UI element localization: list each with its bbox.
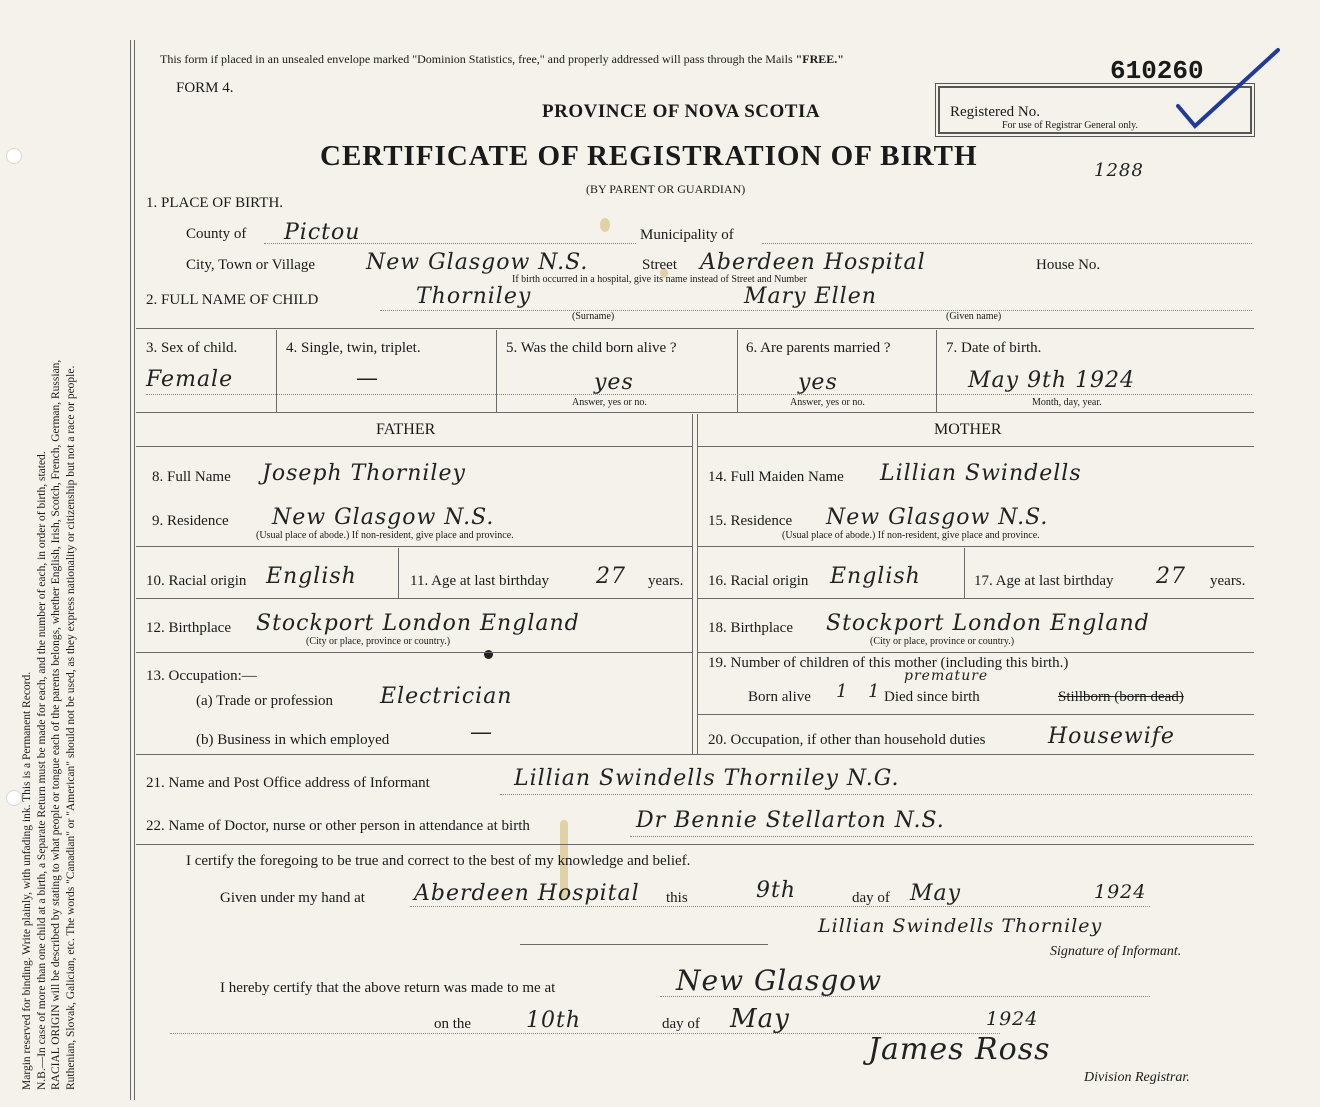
mother-residence-value: New Glasgow N.S.	[826, 505, 1049, 530]
mother-birthplace-value: Stockport London England	[826, 611, 1150, 636]
mother-name-value: Lillian Swindells	[880, 461, 1082, 486]
corner-mark: 1288	[1094, 160, 1144, 181]
father-birthplace-label: 12. Birthplace	[146, 620, 231, 636]
informant-value: Lillian Swindells Thorniley N.G.	[514, 766, 900, 791]
mother-residence-note: (Usual place of abode.) If non-resident, give place and province.	[782, 530, 1040, 541]
alive-answer-note: Answer, yes or no.	[572, 397, 647, 408]
rule	[136, 652, 692, 653]
died-label: Died since birth	[884, 689, 980, 705]
registrar-signature: James Ross	[868, 1032, 1051, 1067]
informant-underline	[500, 794, 1252, 795]
stain	[600, 218, 610, 232]
day-of-label: day of	[852, 890, 890, 906]
died-value: 1	[868, 681, 881, 702]
father-age-value: 27	[596, 564, 626, 589]
rule	[964, 548, 965, 598]
rule	[136, 844, 1254, 845]
certificate-number: 610260	[1110, 56, 1204, 86]
father-business-label: (b) Business in which employed	[196, 732, 390, 748]
father-trade-value: Electrician	[380, 684, 513, 709]
center-divider-2	[697, 414, 698, 754]
stillborn-label: Stillborn (born dead)	[1058, 689, 1184, 705]
mother-birthplace-note: (City or place, province or country.)	[870, 636, 1015, 647]
mother-children-label: 19. Number of children of this mother (including this birth.)	[708, 655, 1069, 671]
municipality-label: Municipality of	[640, 227, 734, 243]
rule	[136, 754, 1254, 755]
dob-value: May 9th 1924	[968, 368, 1136, 393]
informant-signature: Lillian Swindells Thorniley	[818, 915, 1103, 937]
county-label: County of	[186, 226, 247, 242]
street-value: Aberdeen Hospital	[700, 250, 926, 275]
rule	[398, 548, 399, 598]
registrar-statement: I hereby certify that the above return was made to me at	[220, 980, 556, 996]
child-name-label: 2. FULL NAME OF CHILD	[146, 292, 319, 308]
municipality-underline	[762, 243, 1252, 244]
mother-residence-label: 15. Residence	[708, 513, 793, 529]
row-underline	[146, 394, 1252, 395]
place-heading: 1. PLACE OF BIRTH.	[146, 195, 284, 211]
mother-racial-label: 16. Racial origin	[708, 573, 809, 589]
center-divider	[692, 414, 693, 754]
father-heading: FATHER	[376, 421, 436, 438]
page-title: CERTIFICATE OF REGISTRATION OF BIRTH	[320, 140, 978, 172]
father-years-label: years.	[648, 573, 684, 589]
mother-years-label: years.	[1210, 573, 1246, 589]
registrar-day: 10th	[526, 1008, 582, 1033]
born-alive-value: 1	[836, 681, 849, 702]
given-underline	[410, 906, 1150, 907]
registrar-day-of-label: day of	[662, 1016, 700, 1032]
child-name-underline	[380, 310, 1252, 311]
father-racial-value: English	[266, 564, 357, 589]
child-surname: Thorniley	[416, 284, 532, 309]
father-birthplace-value: Stockport London England	[256, 611, 580, 636]
street-label: Street	[642, 257, 677, 273]
multiple-value: —	[356, 366, 379, 391]
margin-rule-2	[134, 40, 135, 1100]
registrar-label: Division Registrar.	[1084, 1070, 1190, 1085]
married-label: 6. Are parents married ?	[746, 340, 891, 356]
rule	[936, 330, 937, 412]
margin-line-1: Margin reserved for binding. Write plainly, with unfading ink. This is a Permanent Record.	[21, 671, 33, 1090]
dob-label: 7. Date of birth.	[946, 340, 1042, 356]
this-label: this	[666, 890, 688, 906]
margin-rule	[130, 40, 131, 1100]
margin-line-4: Ruthenian, Slovak, Galician, etc. The words "Canadian" or "American" should not be used, as they express nationality or citizenship but not a race or people.	[64, 365, 77, 1090]
mother-name-label: 14. Full Maiden Name	[708, 469, 844, 485]
rule	[698, 652, 1254, 653]
alive-value: yes	[594, 370, 634, 395]
mother-heading: MOTHER	[934, 421, 1002, 438]
surname-note: (Surname)	[572, 311, 615, 322]
father-birthplace-note: (City or place, province or country.)	[306, 636, 451, 647]
father-residence-value: New Glasgow N.S.	[272, 505, 495, 530]
rule	[276, 330, 277, 412]
rule	[136, 328, 1254, 329]
mother-age-value: 27	[1156, 564, 1186, 589]
child-given-name: Mary Ellen	[744, 284, 877, 309]
form-number: FORM 4.	[176, 80, 234, 96]
county-value: Pictou	[284, 220, 361, 245]
father-name-value: Joseph Thorniley	[262, 461, 466, 486]
registrar-year: 1924	[986, 1008, 1039, 1030]
mother-occupation-value: Housewife	[1048, 724, 1175, 749]
registered-no-label: Registered No.	[950, 104, 1040, 120]
given-name-note: (Given name)	[946, 311, 1002, 322]
married-answer-note: Answer, yes or no.	[790, 397, 865, 408]
rule	[698, 546, 1254, 547]
father-trade-label: (a) Trade or profession	[196, 693, 334, 709]
alive-label: 5. Was the child born alive ?	[506, 340, 677, 356]
father-name-label: 8. Full Name	[152, 469, 231, 485]
registrar-month: May	[730, 1004, 790, 1034]
postal-notice-free: "FREE."	[795, 52, 844, 66]
city-value: New Glasgow N.S.	[366, 250, 589, 275]
multiple-label: 4. Single, twin, triplet.	[286, 340, 421, 356]
father-business-value: —	[470, 720, 493, 745]
sex-value: Female	[146, 367, 234, 392]
given-place-value: Aberdeen Hospital	[414, 881, 640, 906]
father-occupation-label: 13. Occupation:—	[146, 668, 257, 684]
rule	[136, 598, 692, 599]
father-racial-label: 10. Racial origin	[146, 573, 247, 589]
city-label: City, Town or Village	[186, 257, 316, 273]
page-subtitle: (BY PARENT OR GUARDIAN)	[586, 182, 746, 196]
rule	[698, 598, 1254, 599]
on-the-label: on the	[434, 1016, 472, 1032]
given-day-value: 9th	[756, 878, 797, 903]
father-residence-note: (Usual place of abode.) If non-resident, give place and province.	[256, 530, 514, 541]
postal-notice	[160, 52, 844, 67]
rule	[698, 714, 1254, 715]
mother-age-label: 17. Age at last birthday	[974, 573, 1114, 589]
margin-line-3: RACIAL ORIGIN will be described by stating to what people or tongue each of the parents belongs, whether English, Irish, Scotch, French, German, Russian,	[50, 359, 62, 1090]
postal-notice-text: This form if placed in an unsealed envelope marked "Dominion Statistics, free," and properly addressed will pass through the Mails	[160, 52, 793, 66]
mother-occupation-label: 20. Occupation, if other than household duties	[708, 732, 986, 748]
given-under-label: Given under my hand at	[220, 890, 365, 906]
born-alive-label: Born alive	[748, 689, 811, 705]
doctor-underline	[630, 836, 1252, 837]
county-underline	[264, 243, 636, 244]
short-rule	[520, 944, 768, 945]
province-heading: PROVINCE OF NOVA SCOTIA	[542, 101, 821, 122]
hospital-note: If birth occurred in a hospital, give its name instead of Street and Number	[512, 274, 807, 285]
certify-statement: I certify the foregoing to be true and correct to the best of my knowledge and belief.	[186, 853, 691, 869]
rule	[136, 546, 692, 547]
rule	[496, 330, 497, 412]
margin-line-2: N.B.—In case of more than one child at a birth, a Separate Return must be made for each, and the number of each, in order of birth, stated.	[35, 451, 48, 1090]
mother-birthplace-label: 18. Birthplace	[708, 620, 793, 636]
signature-label: Signature of Informant.	[1050, 944, 1182, 959]
rule	[136, 412, 1254, 413]
registrar-place-underline	[660, 996, 1150, 997]
given-year-value: 1924	[1094, 881, 1147, 903]
sex-label: 3. Sex of child.	[146, 340, 238, 356]
premature-note: premature	[904, 668, 989, 684]
registrar-place: New Glasgow	[676, 964, 883, 997]
margin-instructions	[20, 30, 78, 1090]
house-label: House No.	[1036, 257, 1101, 273]
married-value: yes	[798, 370, 838, 395]
registered-no-note: For use of Registrar General only.	[1002, 120, 1138, 131]
rule	[698, 446, 1254, 447]
doctor-label: 22. Name of Doctor, nurse or other person in attendance at birth	[146, 818, 530, 834]
mother-racial-value: English	[830, 564, 921, 589]
rule	[737, 330, 738, 412]
informant-label: 21. Name and Post Office address of Informant	[146, 775, 430, 791]
doctor-value: Dr Bennie Stellarton N.S.	[636, 808, 945, 833]
father-age-label: 11. Age at last birthday	[410, 573, 549, 589]
father-residence-label: 9. Residence	[152, 513, 229, 529]
dob-note: Month, day, year.	[1032, 397, 1102, 408]
given-month-value: May	[910, 881, 962, 906]
checkmark-icon	[1170, 44, 1290, 134]
rule	[136, 446, 692, 447]
